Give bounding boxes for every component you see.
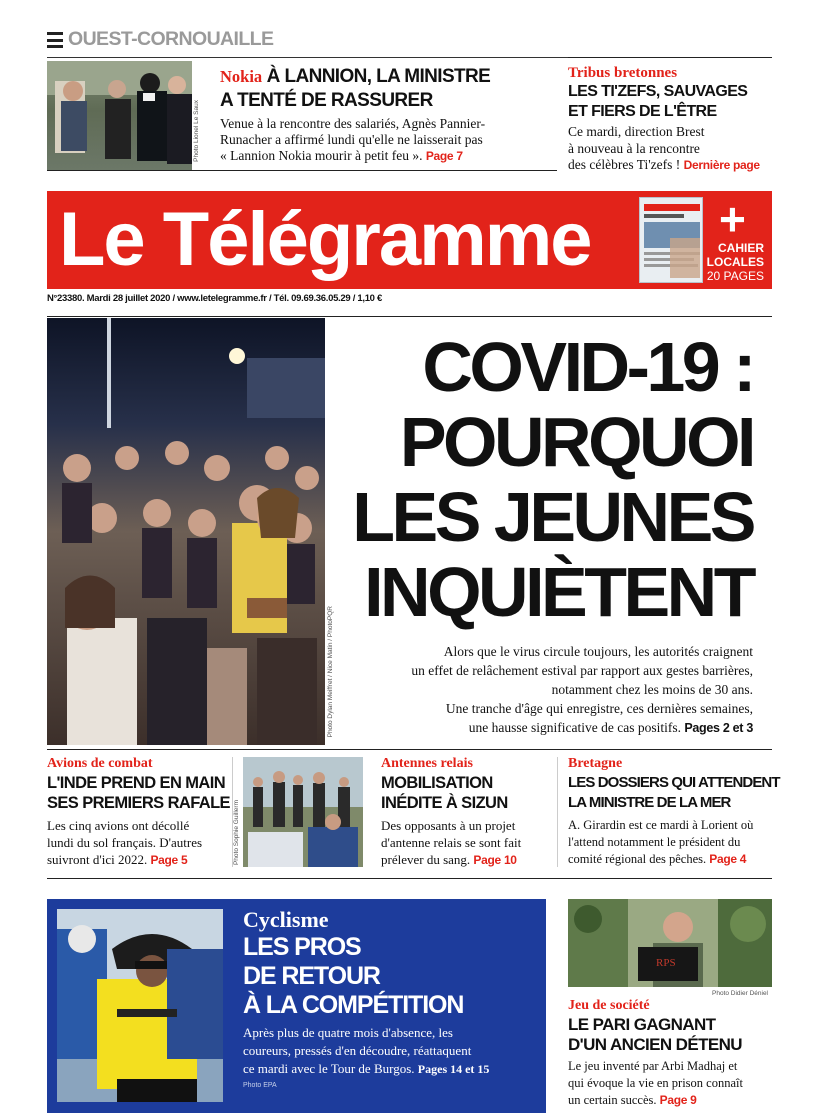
photo-credit: Photo Lionel Le Saux (193, 100, 200, 162)
main-intro (333, 642, 753, 738)
plus-icon: + (719, 193, 746, 245)
summary-line: Ce mardi, direction Brest (568, 124, 705, 139)
divider (47, 170, 557, 171)
cyclisme-text (243, 907, 543, 1089)
minister-photo (47, 61, 192, 171)
headline: D'UN ANCIEN DÉTENU (568, 1035, 742, 1054)
summary-line: Des opposants à un projet (381, 818, 516, 833)
headline-line: INQUIÈTENT (364, 553, 753, 631)
summary-line: Runacher a affirmé lundi qu'elle ne laisserait pas (220, 132, 483, 147)
page-link[interactable]: Dernière page (683, 158, 760, 172)
summary (243, 1024, 543, 1078)
cyclisme-box[interactable] (47, 899, 546, 1113)
summary-line: qui évoque la vie en prison connaît (568, 1076, 743, 1090)
newspaper-logo[interactable]: Le Télégramme (59, 197, 591, 282)
headline: LA MINISTRE DE LA MER (568, 794, 731, 811)
headline: À LANNION, LA MINISTRE (266, 66, 491, 87)
divider (47, 878, 772, 879)
headline: A TENTÉ DE RASSURER (220, 90, 433, 111)
divider (47, 316, 772, 317)
region-label: OUEST-CORNOUAILLE (68, 28, 274, 50)
kicker: Antennes relais (381, 756, 473, 771)
top-left-teaser[interactable] (220, 66, 550, 164)
summary (568, 124, 773, 174)
rafale-teaser[interactable] (47, 755, 230, 869)
page-link[interactable]: Pages 2 et 3 (684, 721, 753, 735)
summary-line: A. Girardin est ce mardi à Lorient où (568, 818, 754, 832)
photo-credit: Photo Didier Déniel (712, 990, 769, 997)
cyclist-photo (57, 909, 223, 1102)
intro-line: un effet de relâchement estival par rapport aux gestes barrières, (411, 663, 753, 678)
headline: LES PROS (243, 933, 361, 961)
headline-line: POURQUOI (399, 403, 753, 481)
intro-line: Une tranche d'âge qui enregistre, ces dernières semaines, (445, 701, 753, 716)
divider (47, 749, 772, 750)
bretagne-teaser[interactable] (568, 755, 780, 868)
kicker: Cyclisme (243, 907, 329, 932)
headline: DE RETOUR (243, 962, 380, 990)
summary (47, 817, 227, 869)
column-divider (557, 757, 558, 867)
summary-line: des célèbres Ti'zefs ! (568, 157, 681, 172)
headline: LE PARI GAGNANT (568, 1015, 716, 1034)
page-link[interactable]: Pages 14 et 15 (417, 1062, 490, 1076)
headline: INÉDITE À SIZUN (381, 794, 508, 812)
summary-line: Les cinq avions ont décollé (47, 818, 190, 833)
summary-line: Après plus de quatre mois d'absence, les (243, 1025, 453, 1040)
summary-line: lundi du sol français. D'autres (47, 835, 203, 850)
headline: MOBILISATION (381, 774, 493, 792)
summary-line: Le jeu inventé par Arbi Madhaj et (568, 1059, 738, 1073)
supplement-line: LOCALES (706, 255, 764, 269)
masthead (47, 191, 772, 289)
supplement-thumbnail (639, 197, 703, 283)
headline: LES TI'ZEFS, SAUVAGES (568, 83, 748, 100)
issue-info: N°23380. Mardi 28 juillet 2020 / www.letelegramme.fr / Tél. 09.69.36.05.29 / 1,10 € (47, 293, 382, 304)
summary-line: ce mardi avec le Tour de Burgos. (243, 1061, 415, 1076)
headline: ET FIERS DE L'ÊTRE (568, 103, 717, 120)
supplement-label[interactable] (707, 241, 764, 283)
photo-credit: Photo Sophie Guillerm (233, 800, 240, 866)
kicker: Nokia (220, 67, 263, 86)
page-link[interactable]: Page 4 (709, 852, 747, 866)
intro-line: une hausse significative de cas positifs. (468, 720, 681, 735)
main-headline[interactable] (352, 330, 753, 630)
game-inventor-photo (568, 899, 772, 987)
summary (381, 817, 551, 869)
blood-sample-photo (243, 757, 363, 867)
summary-line: coureurs, pressés d'en découdre, réattaquent (243, 1043, 472, 1058)
headline-line: LES JEUNES (352, 478, 753, 556)
supplement-line: 20 PAGES (706, 269, 764, 283)
headline: À LA COMPÉTITION (243, 991, 464, 1019)
kicker: Tribus bretonnes (568, 65, 678, 81)
headline: LES DOSSIERS QUI ATTENDENT (568, 774, 780, 791)
summary-line: un certain succès. (568, 1093, 657, 1107)
photo-credit: Photo EPA (243, 1082, 277, 1089)
intro-line: Alors que le virus circule toujours, les autorités craignent (443, 644, 753, 659)
headline-line: COVID-19 : (422, 328, 753, 406)
page-link[interactable]: Page 7 (425, 149, 463, 163)
headline: L'INDE PREND EN MAIN (47, 774, 226, 792)
summary-line: Venue à la rencontre des salariés, Agnès Pannier- (220, 116, 486, 131)
summary (568, 1058, 773, 1109)
summary-line: d'antenne relais se sont fait (381, 835, 522, 850)
page-link[interactable]: Page 5 (150, 853, 188, 867)
supplement-line: CAHIER (717, 241, 764, 255)
kicker: Avions de combat (47, 756, 153, 771)
crowd-photo (47, 318, 325, 745)
page-link[interactable]: Page 9 (659, 1093, 697, 1107)
antennes-teaser[interactable] (381, 755, 551, 869)
summary-line: l'attend notamment le président du (568, 835, 741, 849)
photo-credit: Photo Dylan Meiffret / Nice Matin / PhotoPQR (327, 606, 334, 738)
intro-line: notamment chez les moins de 30 ans. (551, 682, 753, 697)
summary (568, 817, 773, 868)
page-link[interactable]: Page 10 (473, 853, 517, 867)
headline: SES PREMIERS RAFALE (47, 794, 230, 812)
summary-line: « Lannion Nokia mourir à petit feu ». (220, 148, 423, 163)
kicker: Bretagne (568, 756, 623, 771)
summary-line: prélever du sang. (381, 852, 471, 867)
kicker: Jeu de société (568, 998, 650, 1013)
hamburger-icon[interactable] (47, 32, 63, 48)
top-right-teaser[interactable] (568, 64, 773, 174)
summary-line: à nouveau à la rencontre (568, 140, 700, 156)
divider (568, 57, 772, 58)
summary (220, 116, 550, 164)
summary-line: comité régional des pêches. (568, 852, 707, 866)
jeu-teaser[interactable] (568, 997, 773, 1109)
game-box-label: RPS (656, 957, 676, 969)
summary-line: suivront d'ici 2022. (47, 852, 148, 867)
